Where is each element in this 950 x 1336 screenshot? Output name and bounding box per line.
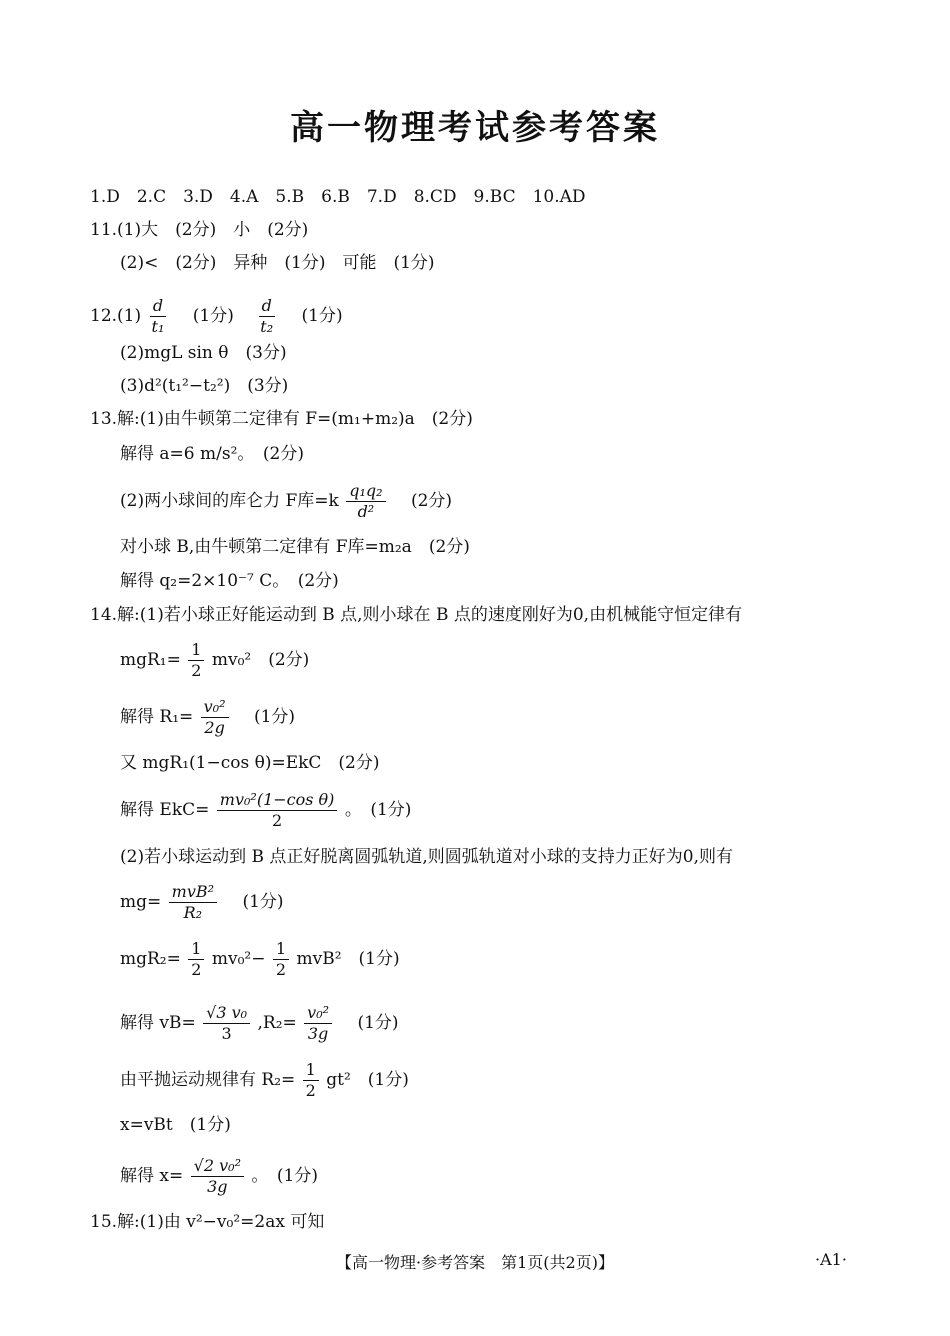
q15-line1: 15.解:(1)由 v²−v₀²=2ax 可知: [90, 1212, 325, 1232]
q14-l12a: 解得 x=: [120, 1166, 184, 1186]
fraction-one-half: [188, 640, 204, 681]
frac-num: mv₀²(1−cos θ): [217, 790, 338, 811]
q14-l12b: 。 (1分): [251, 1166, 318, 1186]
q14-line3: [120, 697, 295, 738]
q14-line1: 14.解:(1)若小球正好能运动到 B 点,则小球在 B 点的速度刚好为0,由机械能守恒定律有: [90, 605, 743, 625]
q14-l7a: mg=: [120, 892, 162, 912]
q12-prefix: 12.(1): [90, 306, 142, 326]
frac-den: 2: [191, 960, 202, 979]
frac-den: 3g: [207, 1177, 228, 1196]
q13-line4: 对小球 B,由牛顿第二定律有 F库=m₂a (2分): [120, 537, 470, 557]
q14-line8: [120, 939, 400, 980]
q14-line5: [120, 790, 411, 831]
q14-l5b: 。 (1分): [344, 800, 412, 820]
q14-l8a: mgR₂=: [120, 949, 181, 969]
frac-den: 2: [305, 1081, 316, 1100]
fraction-one-half: [273, 939, 289, 980]
q14-l10a: 由平抛运动规律有 R₂=: [120, 1070, 296, 1090]
q14-line11: x=vBt (1分): [120, 1115, 231, 1135]
fraction-sqrt3v0-over-3: [203, 1003, 250, 1044]
frac-num: √3 v₀: [203, 1003, 250, 1024]
frac-den: 2g: [204, 718, 225, 737]
q13-line1: 13.解:(1)由牛顿第二定律有 F=(m₁+m₂)a (2分): [90, 409, 473, 429]
q14-line2: [120, 640, 309, 681]
fraction-one-half: [188, 939, 204, 980]
q12-line1: [90, 296, 343, 337]
fraction-mvb2-over-r2: [169, 882, 217, 923]
frac-den: 2: [275, 960, 287, 979]
frac-num: mvB²: [169, 882, 217, 903]
q12-mark2: (1分): [301, 306, 343, 326]
frac-den: t₁: [151, 317, 165, 336]
fraction-sqrt2v02-over-3g: [191, 1156, 244, 1197]
page-code: ·A1·: [815, 1250, 847, 1269]
q14-l3b: (1分): [253, 707, 296, 727]
frac-num: 1: [273, 939, 289, 960]
fraction-v02-over-3g: [304, 1003, 332, 1044]
mc-answers: 1.D 2.C 3.D 4.A 5.B 6.B 7.D 8.CD 9.BC 10.AD: [90, 187, 586, 207]
q14-l5a: 解得 EkC=: [120, 800, 210, 820]
fraction-ekc: [217, 790, 338, 831]
q13-line2: 解得 a=6 m/s²。 (2分): [120, 444, 304, 464]
fraction-d-over-t2: [257, 296, 276, 337]
q14-line7: [120, 882, 284, 923]
q14-l9c: (1分): [357, 1013, 399, 1033]
frac-den: 3g: [307, 1024, 329, 1043]
q13-line3: [120, 481, 452, 522]
frac-den: 3: [221, 1024, 232, 1043]
q14-line6: (2)若小球运动到 B 点正好脱离圆弧轨道,则圆弧轨道对小球的支持力正好为0,则有: [120, 847, 734, 867]
q11-line2: (2)< (2分) 异种 (1分) 可能 (1分): [120, 253, 435, 273]
q14-l10b: gt² (1分): [326, 1070, 409, 1090]
q14-l3a: 解得 R₁=: [120, 707, 194, 727]
frac-num: v₀²: [201, 697, 229, 718]
q13-l3b: (2分): [410, 491, 453, 511]
frac-num: v₀²: [304, 1003, 332, 1024]
q14-l2b: mv₀² (2分): [211, 650, 310, 670]
frac-num: q₁q₂: [346, 481, 385, 502]
frac-den: R₂: [183, 903, 203, 922]
q14-line9: [120, 1003, 399, 1044]
fraction-d-over-t1: [149, 296, 168, 337]
frac-den: t₂: [260, 317, 274, 336]
q12-line3: (3)d²(t₁²−t₂²) (3分): [120, 376, 289, 396]
frac-num: √2 v₀²: [191, 1156, 244, 1177]
q14-line10: [120, 1060, 409, 1101]
q14-line4: 又 mgR₁(1−cos θ)=EkC (2分): [120, 753, 380, 773]
q12-mark1: (1分): [192, 306, 234, 326]
frac-num: d: [150, 296, 166, 317]
page-footer: 【高一物理·参考答案 第1页(共2页)】: [336, 1253, 614, 1272]
frac-num: 1: [188, 640, 204, 661]
fraction-v02-over-2g: [201, 697, 229, 738]
fraction-q1q2-over-d2: [346, 481, 385, 522]
page-title: 高一物理考试参考答案: [290, 108, 660, 148]
frac-den: d²: [357, 502, 375, 521]
q14-l8c: mvB² (1分): [296, 949, 400, 969]
frac-den: 2: [272, 811, 283, 830]
frac-den: 2: [191, 661, 202, 680]
q14-l9a: 解得 vB=: [120, 1013, 196, 1033]
q14-l7b: (1分): [242, 892, 284, 912]
q14-l2a: mgR₁=: [120, 650, 181, 670]
q11-line1: 11.(1)大 (2分) 小 (2分): [90, 220, 309, 240]
frac-num: 1: [303, 1060, 319, 1081]
q12-line2: (2)mgL sin θ (3分): [120, 343, 287, 363]
frac-num: d: [259, 296, 275, 317]
q14-line12: [120, 1156, 318, 1197]
q13-l3a: (2)两小球间的库仑力 F库=k: [120, 491, 339, 511]
fraction-one-half: [303, 1060, 319, 1101]
q14-l9b: ,R₂=: [257, 1013, 297, 1033]
frac-num: 1: [188, 939, 204, 960]
q14-l8b: mv₀²−: [211, 949, 266, 969]
q13-line5: 解得 q₂=2×10⁻⁷ C。 (2分): [120, 571, 339, 591]
